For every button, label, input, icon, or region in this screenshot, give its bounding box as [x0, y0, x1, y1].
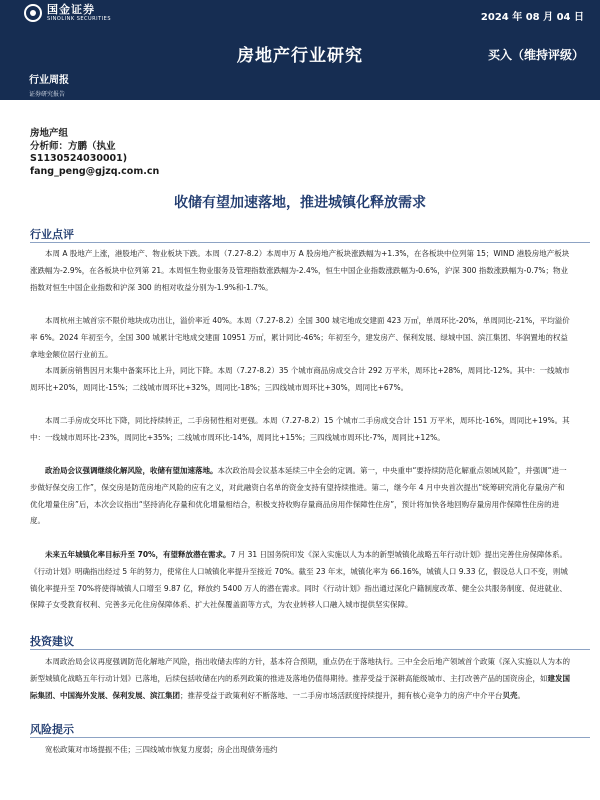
- paragraph-urbanization: [30, 547, 572, 614]
- paragraph-market: 本周 A 股地产上涨，港股地产、物业板块下跌。本周（7.27-8.2）本周申万 A 股房地产板块涨跌幅为+1.3%，在各板块中位列第 15；WIND 港股房地产板块涨跌幅为-2.9%，在各板块中位列第 21。本周恒生物业服务及管理指数涨跌幅为-2.4%，恒生中国企业指数涨跌幅为-0.6%，沪深 300 指数涨跌幅为-0.7%；物业指数对恒生中国企业指数和沪深 300 的相对收益分别为-1.9%和-1.7%。: [30, 249, 570, 292]
- paragraph-advice: [30, 654, 572, 704]
- paragraph-new-homes: 本周新房销售因月末集中备案环比上升，同比下降。本周（7.27-8.2）35 个城市商品房成交合计 292 万平米，周环比+28%，周同比-12%。其中：一线城市周环比+20%，周同比-15%；二线城市周环比+32%，周同比-18%；三四线城市周环比+30%，周同比+67%。: [30, 366, 570, 392]
- paragraph-second-hand: 本周二手房成交环比下降，同比持续转正，二手房韧性相对更强。本周（7.27-8.2）15 个城市二手房成交合计 151 万平米，周环比-16%，周同比+19%。其中：一线城市周环比-23%，周同比+35%；二线城市周环比-14%，周同比+15%；三四线城市周环比-7%，周同比+12%。: [30, 416, 570, 442]
- paragraph-urbanization-body: 7 月 31 日国务院印发《深入实施以人为本的新型城镇化战略五年行动计划》提出完善住房保障体系。《行动计划》明确指出经过 5 年的努力，使常住人口城镇化率提升至接近 70%。截至 23 年末，城镇化率为 66.16%，城镇人口 9.33 亿，假设总人口不变，则城镇化率提升至 70%将使得城镇人口增至 9.87 亿，释放约 5400 万人的潜在需求。同时《行动计划》指出通过深化户籍制度改革、健全公共服务制度、促进就业、保障子女受教育权利、完善多元化住房保障体系、扩大社保覆盖面等方式，为农业转移人口融入城市提供坚实保障。: [30, 550, 568, 610]
- analyst-info: [30, 128, 159, 178]
- logo-english: SINOLINK SECURITIES: [47, 16, 111, 22]
- report-date: 2024 年 08 月 04 日: [480, 12, 584, 23]
- paragraph-politburo-body: 本次政治局会议基本延续三中全会的定调。第一，中央重申“要持续防范化解重点领域风险”，并强调“进一步做好保交房工作”，保交房是防范房地产风险的应有之义，对此融资白名单的资金支持有望持续推进。第二，继今年 4 月中央首次提出“统筹研究消化存量房产和优化增量住房”后，本次会议指出“坚持消化存量和优化增量相结合，积极支持收购存量商品房用作保障性住房”，预计将加快各地回购存量房用作保障性住房的进度。: [30, 466, 567, 526]
- paragraph-urbanization-lead: 未来五年城镇化率目标升至 70%，有望释放潜在需求。: [45, 550, 231, 559]
- paragraph-politburo: [30, 463, 572, 530]
- analyst-group: 房地产组: [30, 128, 69, 139]
- report-type: 行业周报: [29, 75, 69, 86]
- report-title: 房地产行业研究: [237, 46, 363, 66]
- header-banner: [0, 0, 600, 100]
- advice-text-3: 。: [517, 690, 525, 700]
- advice-text-1: 本周政治局会议再度强调防范化解地产风险，指出收储去库的方针，基本符合预期，重点仍在于落地执行。三中全会后地产领域首个政策《深入实施以人为本的新型城镇化战略五年行动计划》已落地，后续包括收储在内的系列政策的推进及落地仍值得期待。推荐受益于深耕高能级城市、主打改善产品的国资房企，如: [30, 657, 570, 683]
- paragraph-politburo-lead: 政治局会议强调继续化解风险，收储有望加速落地。: [45, 466, 218, 475]
- section-review: 行业点评: [30, 227, 590, 243]
- logo-name: 国金证券: [47, 3, 95, 16]
- section-risk: 风险提示: [30, 722, 590, 738]
- advice-text-2: ；推荐受益于政策利好不断落地、一二手房市场活跃度持续提升，拥有核心竞争力的房产中介平台: [180, 690, 503, 700]
- advice-stocks: 建发国际集团、中国海外发展、保利发展、滨江集团: [30, 673, 570, 700]
- analyst-license: S1130524030001): [30, 153, 128, 164]
- report-subtype: 证券研究报告: [29, 91, 66, 98]
- paragraph-risk: 宽松政策对市场提振不佳；三四线城市恢复力度弱；房企出现债务违约: [45, 745, 278, 754]
- analyst-name: 分析师：方鹏（执业: [30, 140, 116, 152]
- paragraph-land: 本周杭州主城首宗不限价地块成功出让，溢价率近 40%。本周（7.27-8.2）全国 300 城宅地成交建面 423 万㎡，单周环比-20%，单周同比-21%，平均溢价率 6%。2024 年初至今，全国 300 城累计宅地成交建面 10951 万㎡，累计同比-46%；年初至今，建发房产、保利发展、绿城中国、滨江集团、华润置地的权益拿地金额位居行业前五。: [30, 316, 570, 359]
- rating: 买入（维持评级）: [487, 48, 584, 62]
- analyst-email[interactable]: fang_peng@gjzq.com.cn: [30, 165, 160, 177]
- section-advice: 投资建议: [30, 634, 590, 650]
- company-logo: [24, 4, 111, 22]
- logo-icon: [24, 4, 42, 22]
- advice-stock-beike: 贝壳: [502, 690, 518, 700]
- main-title: 收储有望加速落地，推进城镇化释放需求: [174, 195, 426, 211]
